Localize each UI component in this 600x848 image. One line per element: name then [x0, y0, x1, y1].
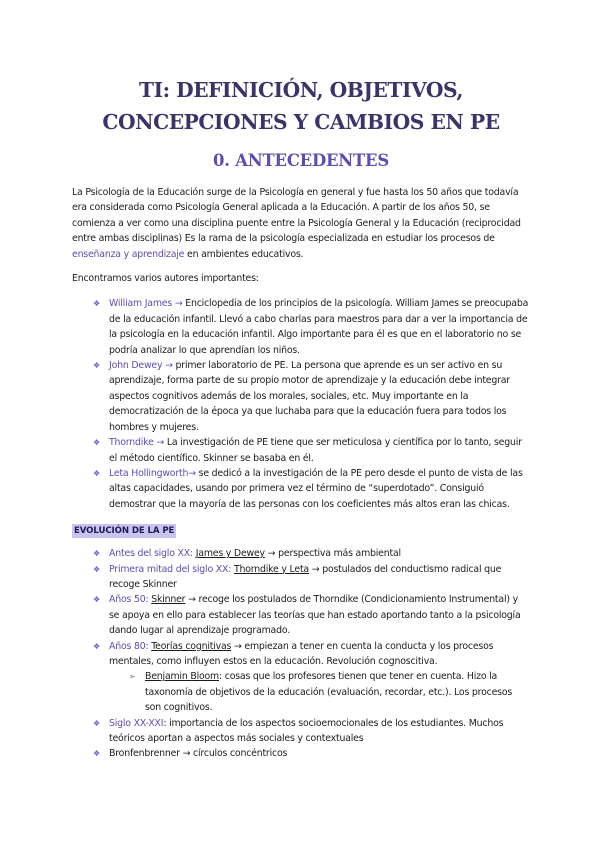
diamond-bullet-icon: ❖ — [93, 361, 100, 371]
intro-highlight: enseñanza y aprendizaje — [72, 248, 185, 260]
period-text: → empiezan a tener en cuenta la conducta y los procesos mentales, como influyen estos en la educación. Revolución cognoscitiva. — [109, 640, 494, 667]
period-label: Años 50: — [109, 594, 149, 606]
author-name: William James → — [109, 298, 183, 310]
author-text: primer laboratorio de PE. La persona que aprende es un ser activo en su aprendizaje, forma parte de su propio motor de aprendizaje y la educación debe integrar aspectos cognitivos además de los morales, sociales, etc. Muy importante en la democratización de la época ya que luchaba para que la educación fuera para todos los hombres y mujeres. — [109, 360, 510, 433]
author-name: Thorndike → — [109, 437, 165, 449]
theorist-name: Teorías cognitivas — [151, 640, 232, 652]
list-item — [72, 466, 530, 512]
period-text: Bronfenbrenner → círculos concéntricos — [109, 748, 288, 760]
sub-item-text: : cosas que los profesores tienen que tener en cuenta. Hizo la taxonomía de objetivos de la educación (evaluación, recordar, etc.). Los procesos son cognitivos. — [145, 671, 513, 714]
theorist-name: James y Dewey — [195, 548, 265, 560]
intro-paragraph — [72, 185, 530, 262]
list-item — [72, 358, 530, 435]
intro-text-start: La Psicología de la Educación surge de la Psicología en general y fue hasta los 50 años que todavía era considerada como Psicología General aplicada a la Educación. A partir de los años 50, se comienza a ver como una disciplina puente entre la Psicología General y la Educación (reciprocidad entre ambas disciplinas) Es la rama de la psicología especializada en estudiar los procesos de — [72, 187, 521, 245]
author-name: Leta Hollingworth→ — [109, 467, 196, 479]
list-item — [72, 562, 530, 593]
period-text: → perspectiva más ambiental — [264, 548, 401, 560]
diamond-bullet-icon: ❖ — [93, 749, 100, 759]
diamond-bullet-icon: ❖ — [93, 641, 100, 651]
list-item — [72, 746, 530, 761]
period-label: Años 80: — [109, 640, 149, 652]
authors-lead: Encontramos varios autores importantes: — [72, 273, 259, 285]
page-title: TI: DEFINICIÓN, OBJETIVOS, CONCEPCIONES Y CAMBIOS EN PE — [102, 78, 500, 134]
list-item — [72, 435, 530, 466]
diamond-bullet-icon: ❖ — [93, 299, 100, 309]
author-name: John Dewey → — [109, 360, 173, 372]
period-text: → recoge los postulados de Thorndike (Condicionamiento Instrumental) y se apoya en ello para establecer las teorías que han estado aportando tanto a la psicología dando lugar al aprendizaje programado. — [109, 594, 521, 637]
diamond-bullet-icon: ❖ — [93, 468, 100, 478]
diamond-bullet-icon: ❖ — [93, 438, 100, 448]
period-text: → postulados del conductismo radical que recoge Skinner — [109, 563, 502, 590]
sub-list-item — [72, 669, 530, 715]
author-text: La investigación de PE tiene que ser meticulosa y científica por lo tanto, seguir el método científico. Skinner se basaba en él. — [109, 437, 522, 464]
diamond-bullet-icon: ❖ — [93, 564, 100, 574]
list-item — [72, 639, 530, 670]
theorist-name: Thorndike y Leta — [233, 563, 309, 575]
arrow-bullet-icon: ➢ — [129, 672, 136, 682]
theorist-name: Skinner — [151, 594, 186, 606]
diamond-bullet-icon: ❖ — [93, 549, 100, 559]
diamond-bullet-icon: ❖ — [93, 718, 100, 728]
authors-list — [72, 296, 530, 512]
section-title: 0. ANTECEDENTES — [213, 151, 389, 170]
author-text: se dedicó a la investigación de la PE pero desde el punto de vista de las altas capacidades, usando por primera vez el término de “superdotado”. Consiguió demostrar que la mayoría de las personas con los coeficientes más altos eran las chicas. — [109, 467, 523, 510]
evolution-list — [72, 546, 530, 762]
evolution-heading: EVOLUCIÓN DE LA PE — [74, 526, 175, 537]
diamond-bullet-icon: ❖ — [93, 595, 100, 605]
list-item — [72, 716, 530, 747]
theorist-name: Benjamin Bloom — [145, 671, 219, 683]
intro-text-end: en ambientes educativos. — [184, 248, 304, 260]
list-item — [72, 592, 530, 638]
author-text: Enciclopedia de los principios de la psicología. William James se preocupaba de la educación infantil. Llevó a cabo charlas para maestros para dar a ver la importancia de la psicología en la educación infantil. Algo importante para él es que en el laboratorio no se podría analizar lo que aprendían los niños. — [109, 298, 529, 356]
list-item — [72, 296, 530, 358]
period-label: Antes del siglo XX: — [109, 548, 193, 560]
period-text: : importancia de los aspectos socioemocionales de los estudiantes. Muchos teóricos aportan a aspectos más sociales y contextuales — [109, 717, 504, 744]
list-item — [72, 546, 530, 561]
period-label: Siglo XX-XXI — [109, 717, 164, 729]
period-label: Primera mitad del siglo XX: — [109, 563, 232, 575]
